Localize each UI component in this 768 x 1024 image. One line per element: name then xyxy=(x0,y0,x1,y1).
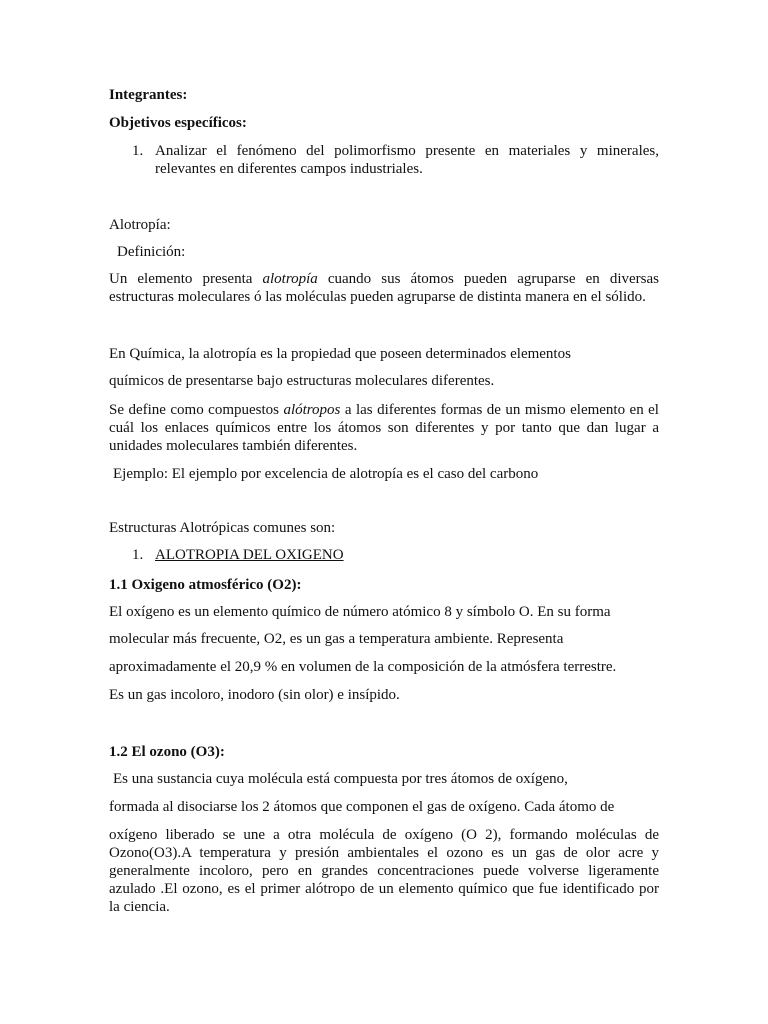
definicion-text-b: cuando sus átomos pueden agruparse en diversas estructuras moleculares ó las moléculas pueden agruparse de distinta manera en el sólido. xyxy=(109,271,659,305)
estructuras-line: Estructuras Alotrópicas comunes son: xyxy=(109,520,336,536)
alotropia-label: Alotropía: xyxy=(109,217,171,233)
alotropos-italic-term: alótropos xyxy=(283,402,341,418)
quimica-line-2: químicos de presentarse bajo estructuras moleculares diferentes. xyxy=(109,373,495,389)
section-1-1-title: 1.1 Oxigeno atmosférico (O2): xyxy=(109,577,302,593)
alotropos-text-b: a las diferentes formas de un mismo elemento en el cuál los enlaces químicos entre los átomos son diferentes y por tanto que dan lugar a unidades moleculares también diferentes. xyxy=(109,402,659,454)
objetivo-number: 1. xyxy=(132,143,144,159)
section-1-1-line-3: aproximadamente el 20,9 % en volumen de la composición de la atmósfera terrestre. xyxy=(109,659,617,675)
section-1-1-line-1: El oxígeno es un elemento químico de número atómico 8 y símbolo O. En su forma xyxy=(109,604,611,620)
section-1-1-line-2: molecular más frecuente, O2, es un gas a temperatura ambiente. Representa xyxy=(109,631,564,647)
oxigeno-number: 1. xyxy=(132,547,144,563)
quimica-line-1: En Química, la alotropía es la propiedad que poseen determinados elementos xyxy=(109,346,571,362)
heading-integrantes: Integrantes: xyxy=(109,87,188,103)
oxigeno-heading: ALOTROPIA DEL OXIGENO xyxy=(155,547,344,563)
heading-objetivos: Objetivos específicos: xyxy=(109,115,247,131)
section-1-2-paragraph: oxígeno liberado se une a otra molécula de oxígeno (O 2), formando moléculas de Ozono(O3).A temperatura y presión ambientales el ozono es un gas de olor acre y generalmente incoloro, pero en grandes concentraciones puede volverse ligeramente azulado .El ozono, es el primer alótropo de un elemento químico que fue identificado por la ciencia. xyxy=(109,827,659,915)
definicion-text-a: Un elemento presenta xyxy=(109,271,263,287)
definicion-italic-term: alotropía xyxy=(262,271,318,287)
section-1-2-title: 1.2 El ozono (O3): xyxy=(109,744,225,760)
section-1-1-line-4: Es un gas incoloro, inodoro (sin olor) e insípido. xyxy=(109,687,400,703)
alotropos-paragraph xyxy=(109,401,659,455)
definicion-label: Definición: xyxy=(117,244,186,260)
section-1-2-line-1: Es una sustancia cuya molécula está compuesta por tres átomos de oxígeno, xyxy=(113,771,568,787)
ejemplo-line: Ejemplo: El ejemplo por excelencia de alotropía es el caso del carbono xyxy=(113,466,539,482)
alotropos-text-a: Se define como compuestos xyxy=(109,402,284,418)
objetivo-text: Analizar el fenómeno del polimorfismo presente en materiales y minerales, relevantes en diferentes campos industriales. xyxy=(155,143,659,177)
definicion-paragraph xyxy=(109,270,659,306)
section-1-2-line-2: formada al disociarse los 2 átomos que componen el gas de oxígeno. Cada átomo de xyxy=(109,799,615,815)
